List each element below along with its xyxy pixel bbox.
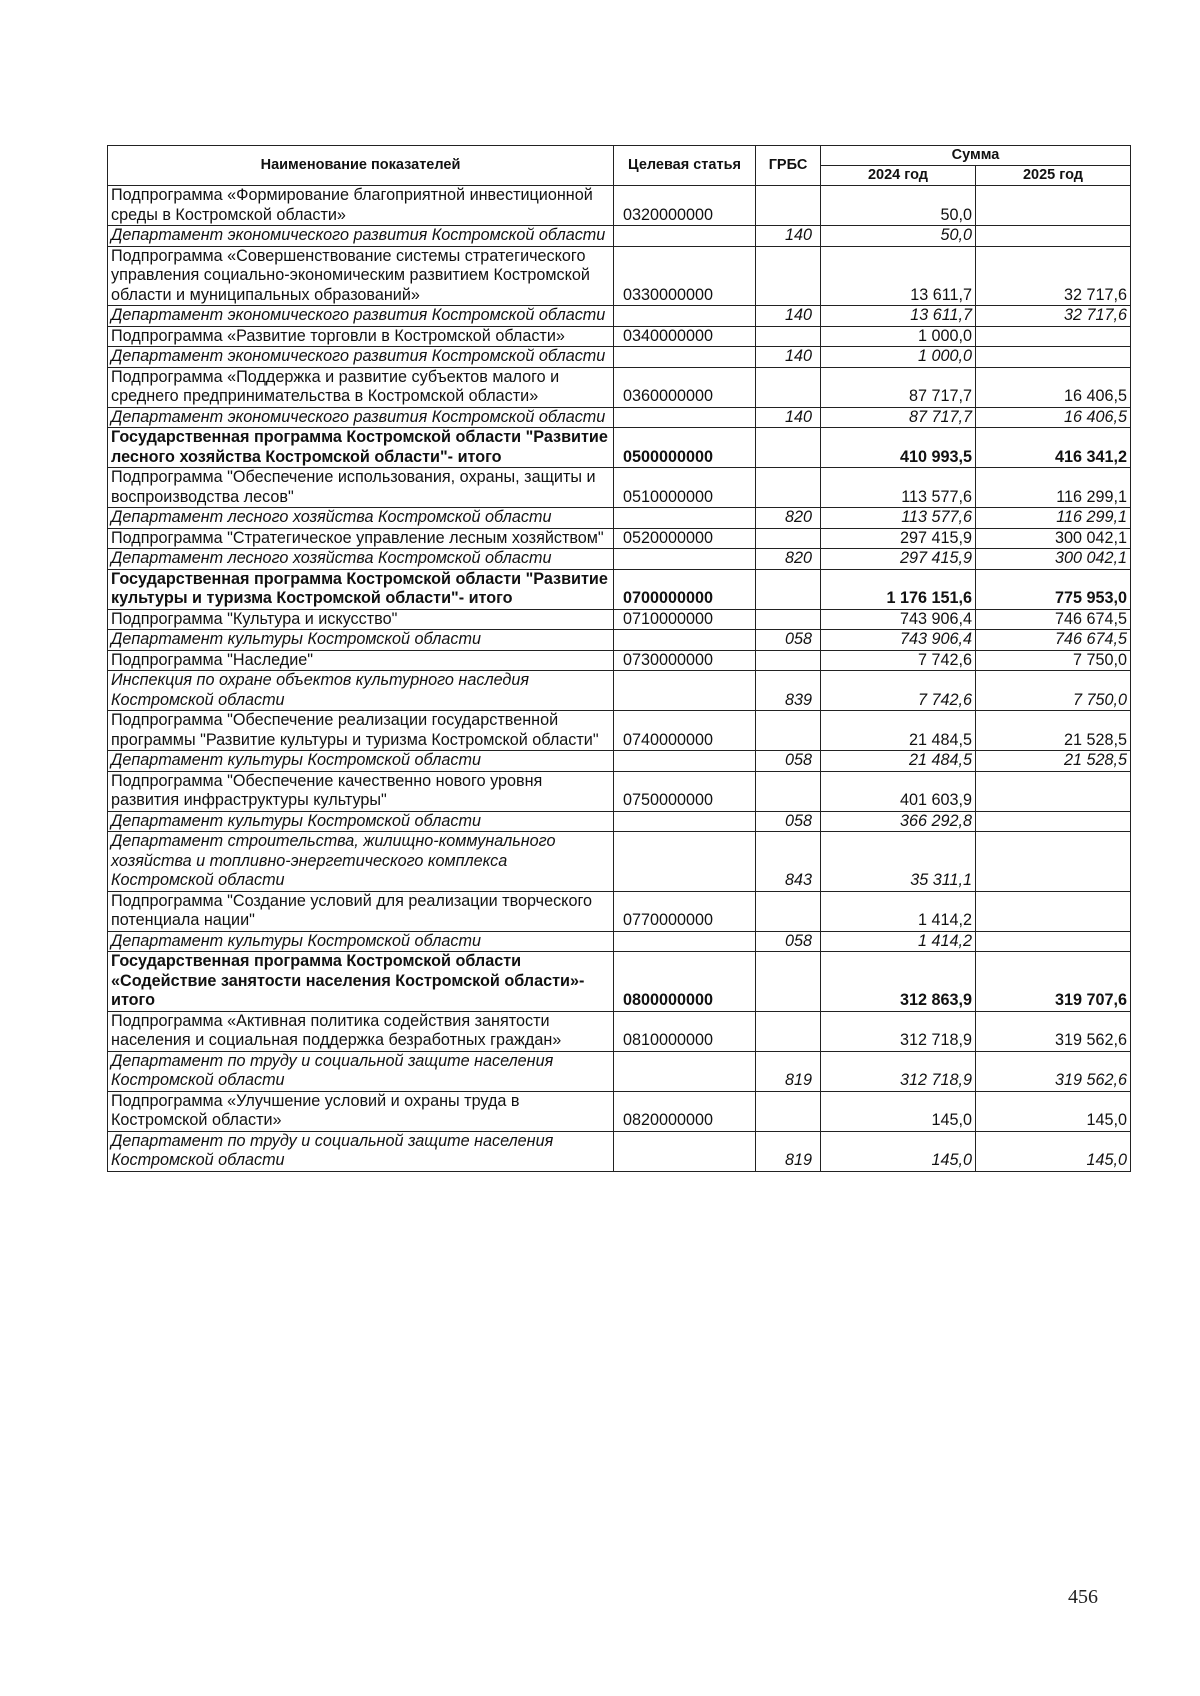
subprogram-row	[108, 528, 1131, 549]
department-row	[108, 671, 1131, 711]
row-name: Подпрограмма «Формирование благоприятной инвестиционной среды в Костромской области»	[108, 186, 614, 226]
row-sum-2024: 743 906,4	[821, 609, 976, 630]
row-target-code	[614, 751, 756, 772]
row-sum-2024: 113 577,6	[821, 508, 976, 529]
row-grbs: 140	[756, 347, 821, 368]
row-grbs	[756, 569, 821, 609]
row-grbs	[756, 711, 821, 751]
row-sum-2025	[976, 931, 1131, 952]
row-grbs	[756, 650, 821, 671]
row-name: Подпрограмма "Обеспечение реализации государственной программы "Развитие культуры и туризма Костромской области"	[108, 711, 614, 751]
row-target-code: 0700000000	[614, 569, 756, 609]
row-grbs	[756, 528, 821, 549]
row-name: Подпрограмма «Улучшение условий и охраны труда в Костромской области»	[108, 1091, 614, 1131]
subprogram-row	[108, 186, 1131, 226]
row-sum-2024: 1 000,0	[821, 347, 976, 368]
row-sum-2025	[976, 832, 1131, 892]
row-target-code	[614, 671, 756, 711]
row-sum-2025: 145,0	[976, 1091, 1131, 1131]
row-target-code	[614, 811, 756, 832]
row-grbs: 140	[756, 226, 821, 247]
subprogram-row	[108, 326, 1131, 347]
row-name: Государственная программа Костромской области «Содействие занятости населения Костромской области»- итого	[108, 952, 614, 1012]
row-name: Подпрограмма "Обеспечение качественно нового уровня развития инфраструктуры культуры"	[108, 771, 614, 811]
row-sum-2025: 300 042,1	[976, 549, 1131, 570]
row-sum-2024: 21 484,5	[821, 751, 976, 772]
row-grbs: 839	[756, 671, 821, 711]
row-name: Подпрограмма «Поддержка и развитие субъектов малого и среднего предпринимательства в Костромской области»	[108, 367, 614, 407]
row-name: Департамент культуры Костромской области	[108, 630, 614, 651]
row-name: Государственная программа Костромской области "Развитие культуры и туризма Костромской области"- итого	[108, 569, 614, 609]
row-sum-2024: 1 414,2	[821, 931, 976, 952]
department-row	[108, 549, 1131, 570]
subprogram-row	[108, 367, 1131, 407]
header-target: Целевая статья	[614, 146, 756, 186]
department-row	[108, 347, 1131, 368]
row-grbs: 058	[756, 931, 821, 952]
department-row	[108, 508, 1131, 529]
row-target-code: 0320000000	[614, 186, 756, 226]
row-sum-2025	[976, 771, 1131, 811]
row-sum-2025: 32 717,6	[976, 306, 1131, 327]
row-sum-2025: 116 299,1	[976, 508, 1131, 529]
program-total-row	[108, 952, 1131, 1012]
row-sum-2025: 7 750,0	[976, 650, 1131, 671]
row-grbs: 140	[756, 306, 821, 327]
row-target-code: 0820000000	[614, 1091, 756, 1131]
row-target-code: 0800000000	[614, 952, 756, 1012]
row-sum-2025: 32 717,6	[976, 246, 1131, 306]
row-sum-2024: 35 311,1	[821, 832, 976, 892]
row-grbs: 819	[756, 1051, 821, 1091]
subprogram-row	[108, 891, 1131, 931]
row-target-code	[614, 508, 756, 529]
header-name: Наименование показателей	[108, 146, 614, 186]
subprogram-row	[108, 246, 1131, 306]
page-number: 456	[1068, 1586, 1098, 1608]
subprogram-row	[108, 1091, 1131, 1131]
row-sum-2024: 297 415,9	[821, 528, 976, 549]
row-target-code: 0520000000	[614, 528, 756, 549]
row-sum-2024: 87 717,7	[821, 407, 976, 428]
row-sum-2025: 300 042,1	[976, 528, 1131, 549]
row-sum-2024: 87 717,7	[821, 367, 976, 407]
row-sum-2025	[976, 326, 1131, 347]
row-name: Государственная программа Костромской области "Развитие лесного хозяйства Костромской области"- итого	[108, 428, 614, 468]
row-grbs: 058	[756, 811, 821, 832]
row-grbs	[756, 952, 821, 1012]
row-grbs	[756, 186, 821, 226]
row-sum-2025: 7 750,0	[976, 671, 1131, 711]
row-name: Департамент экономического развития Костромской области	[108, 407, 614, 428]
department-row	[108, 407, 1131, 428]
row-sum-2024: 401 603,9	[821, 771, 976, 811]
row-target-code	[614, 306, 756, 327]
row-sum-2025	[976, 347, 1131, 368]
row-grbs: 058	[756, 751, 821, 772]
row-grbs	[756, 771, 821, 811]
row-sum-2024: 743 906,4	[821, 630, 976, 651]
budget-table	[107, 145, 1131, 1172]
row-sum-2025: 746 674,5	[976, 609, 1131, 630]
row-sum-2024: 312 718,9	[821, 1051, 976, 1091]
row-sum-2024: 145,0	[821, 1131, 976, 1171]
row-sum-2024: 21 484,5	[821, 711, 976, 751]
row-sum-2025	[976, 811, 1131, 832]
row-name: Департамент лесного хозяйства Костромской области	[108, 508, 614, 529]
row-sum-2024: 410 993,5	[821, 428, 976, 468]
row-sum-2025: 319 562,6	[976, 1051, 1131, 1091]
table-body	[108, 186, 1131, 1172]
row-sum-2025: 21 528,5	[976, 751, 1131, 772]
subprogram-row	[108, 609, 1131, 630]
row-sum-2025: 16 406,5	[976, 407, 1131, 428]
row-sum-2024: 7 742,6	[821, 650, 976, 671]
row-target-code	[614, 931, 756, 952]
row-target-code: 0730000000	[614, 650, 756, 671]
row-sum-2024: 50,0	[821, 226, 976, 247]
subprogram-row	[108, 650, 1131, 671]
department-row	[108, 931, 1131, 952]
row-name: Департамент экономического развития Костромской области	[108, 306, 614, 327]
row-grbs	[756, 609, 821, 630]
row-sum-2025: 416 341,2	[976, 428, 1131, 468]
row-name: Департамент культуры Костромской области	[108, 931, 614, 952]
subprogram-row	[108, 771, 1131, 811]
row-sum-2024: 7 742,6	[821, 671, 976, 711]
row-sum-2025: 116 299,1	[976, 468, 1131, 508]
row-name: Департамент по труду и социальной защите населения Костромской области	[108, 1051, 614, 1091]
row-name: Департамент экономического развития Костромской области	[108, 226, 614, 247]
subprogram-row	[108, 1011, 1131, 1051]
row-sum-2024: 1 176 151,6	[821, 569, 976, 609]
row-grbs: 140	[756, 407, 821, 428]
row-sum-2024: 145,0	[821, 1091, 976, 1131]
row-target-code	[614, 226, 756, 247]
row-grbs	[756, 1091, 821, 1131]
subprogram-row	[108, 468, 1131, 508]
row-target-code	[614, 1131, 756, 1171]
program-total-row	[108, 428, 1131, 468]
department-row	[108, 1131, 1131, 1171]
row-sum-2025	[976, 186, 1131, 226]
row-sum-2025: 145,0	[976, 1131, 1131, 1171]
row-grbs: 820	[756, 508, 821, 529]
row-sum-2025: 21 528,5	[976, 711, 1131, 751]
row-name: Подпрограмма "Культура и искусство"	[108, 609, 614, 630]
row-target-code	[614, 1051, 756, 1091]
row-sum-2024: 13 611,7	[821, 246, 976, 306]
row-name: Департамент лесного хозяйства Костромской области	[108, 549, 614, 570]
department-row	[108, 832, 1131, 892]
row-target-code	[614, 407, 756, 428]
row-sum-2024: 366 292,8	[821, 811, 976, 832]
row-grbs: 820	[756, 549, 821, 570]
row-name: Подпрограмма «Активная политика содействия занятости населения и социальная поддержка безработных граждан»	[108, 1011, 614, 1051]
subprogram-row	[108, 711, 1131, 751]
row-target-code: 0810000000	[614, 1011, 756, 1051]
row-target-code	[614, 347, 756, 368]
row-grbs	[756, 246, 821, 306]
row-target-code: 0330000000	[614, 246, 756, 306]
row-name: Департамент культуры Костромской области	[108, 751, 614, 772]
row-name: Подпрограмма "Обеспечение использования, охраны, защиты и воспроизводства лесов"	[108, 468, 614, 508]
row-sum-2024: 312 718,9	[821, 1011, 976, 1051]
row-sum-2025	[976, 891, 1131, 931]
row-grbs: 819	[756, 1131, 821, 1171]
row-target-code	[614, 832, 756, 892]
table-header	[108, 146, 1131, 186]
row-grbs	[756, 326, 821, 347]
row-name: Подпрограмма "Наследие"	[108, 650, 614, 671]
department-row	[108, 630, 1131, 651]
row-target-code: 0770000000	[614, 891, 756, 931]
row-sum-2024: 113 577,6	[821, 468, 976, 508]
row-sum-2024: 297 415,9	[821, 549, 976, 570]
row-target-code: 0500000000	[614, 428, 756, 468]
row-grbs: 058	[756, 630, 821, 651]
row-sum-2025: 319 707,6	[976, 952, 1131, 1012]
department-row	[108, 1051, 1131, 1091]
header-2024: 2024 год	[821, 166, 976, 186]
row-name: Департамент по труду и социальной защите населения Костромской области	[108, 1131, 614, 1171]
header-sum: Сумма	[821, 146, 1131, 166]
row-grbs	[756, 428, 821, 468]
row-sum-2024: 312 863,9	[821, 952, 976, 1012]
row-name: Подпрограмма "Создание условий для реализации творческого потенциала нации"	[108, 891, 614, 931]
row-name: Подпрограмма «Развитие торговли в Костромской области»	[108, 326, 614, 347]
row-sum-2024: 1 414,2	[821, 891, 976, 931]
row-sum-2025: 746 674,5	[976, 630, 1131, 651]
row-target-code: 0740000000	[614, 711, 756, 751]
row-sum-2024: 50,0	[821, 186, 976, 226]
header-grbs: ГРБС	[756, 146, 821, 186]
row-name: Инспекция по охране объектов культурного наследия Костромской области	[108, 671, 614, 711]
row-grbs: 843	[756, 832, 821, 892]
row-sum-2025: 16 406,5	[976, 367, 1131, 407]
row-target-code: 0340000000	[614, 326, 756, 347]
row-sum-2025	[976, 226, 1131, 247]
row-target-code	[614, 549, 756, 570]
row-sum-2025: 319 562,6	[976, 1011, 1131, 1051]
row-target-code: 0510000000	[614, 468, 756, 508]
row-grbs	[756, 891, 821, 931]
row-sum-2024: 1 000,0	[821, 326, 976, 347]
row-sum-2025: 775 953,0	[976, 569, 1131, 609]
row-name: Подпрограмма «Совершенствование системы стратегического управления социально-экономическим развитием Костромской области и муниципальных образований»	[108, 246, 614, 306]
row-name: Подпрограмма "Стратегическое управление лесным хозяйством"	[108, 528, 614, 549]
row-target-code	[614, 630, 756, 651]
row-grbs	[756, 367, 821, 407]
row-name: Департамент строительства, жилищно-коммунального хозяйства и топливно-энергетического комплекса Костромской области	[108, 832, 614, 892]
row-target-code: 0750000000	[614, 771, 756, 811]
row-target-code: 0360000000	[614, 367, 756, 407]
department-row	[108, 811, 1131, 832]
department-row	[108, 226, 1131, 247]
row-name: Департамент культуры Костромской области	[108, 811, 614, 832]
row-grbs	[756, 1011, 821, 1051]
row-grbs	[756, 468, 821, 508]
row-target-code: 0710000000	[614, 609, 756, 630]
row-name: Департамент экономического развития Костромской области	[108, 347, 614, 368]
header-2025: 2025 год	[976, 166, 1131, 186]
program-total-row	[108, 569, 1131, 609]
department-row	[108, 751, 1131, 772]
row-sum-2024: 13 611,7	[821, 306, 976, 327]
department-row	[108, 306, 1131, 327]
